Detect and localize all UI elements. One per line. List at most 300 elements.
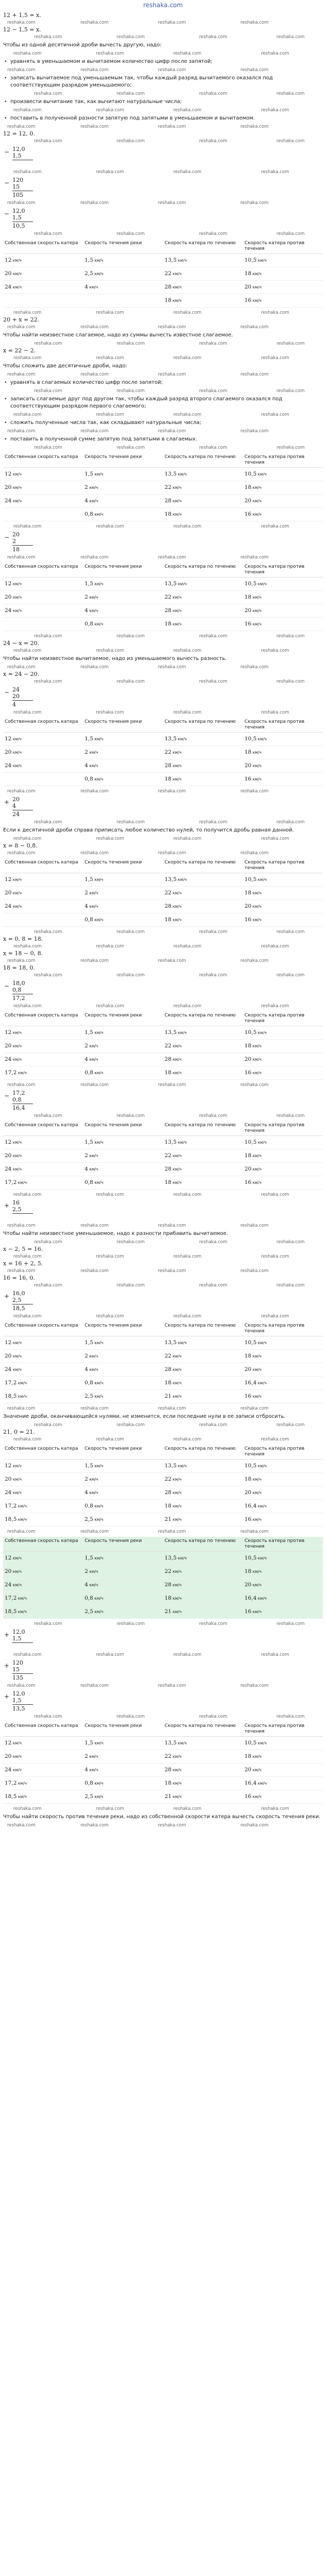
speed-table (3, 239, 323, 308)
unit-label: км/ч (17, 1180, 27, 1185)
speed-table-head (3, 1537, 323, 1552)
table-cell (83, 1149, 163, 1163)
table-cell (243, 1040, 323, 1053)
cell-value: 16 (244, 621, 252, 627)
table-row (3, 1750, 323, 1764)
unit-label: км/ч (171, 891, 182, 895)
table-cell (3, 1377, 83, 1390)
cell-value: 24 (5, 903, 12, 909)
unit-label: км/ч (251, 1394, 262, 1399)
watermark-text: reshaka.com (240, 1082, 269, 1088)
table-cell (243, 1777, 323, 1790)
rule-text: Значение дроби, оканчивающейся нулями, не изменится, если последние нули в ее записи отбросить. (3, 1414, 286, 1419)
watermark-text: reshaka.com (199, 1283, 227, 1288)
table-cell (83, 1500, 163, 1513)
watermark-text: reshaka.com (7, 1082, 36, 1088)
operand: 2 (12, 538, 16, 545)
cell-value: 12 (5, 1340, 12, 1346)
table-cell (83, 468, 163, 481)
table-cell (3, 900, 83, 913)
watermark-text: reshaka.com (80, 958, 109, 963)
watermark-text: reshaka.com (13, 524, 42, 529)
cell-value: 28 (165, 284, 172, 290)
unit-label: км/ч (11, 1140, 22, 1145)
watermark-row (3, 445, 323, 451)
table-cell (243, 281, 323, 294)
unit-label: км/ч (251, 1477, 262, 1482)
unit-label: км/ч (171, 1768, 182, 1772)
watermark-text: reshaka.com (261, 944, 289, 949)
watermark-text: reshaka.com (199, 1621, 227, 1626)
unit-label: км/ч (93, 1741, 104, 1745)
watermark-text: reshaka.com (13, 1652, 42, 1657)
step-text: сложить полученные числа так, как складывают натуральные числа; (10, 420, 202, 426)
site-logo-text[interactable]: reshaka.com (143, 2, 183, 9)
watermark-row (3, 679, 323, 685)
unit-label: км/ч (88, 1477, 99, 1482)
watermark-text: reshaka.com (96, 108, 124, 113)
watermark-row (3, 664, 323, 670)
operation-sign: − (4, 689, 10, 696)
unit-label: км/ч (171, 512, 182, 517)
unit-label: км/ч (251, 918, 262, 922)
cell-value: 12 (5, 736, 12, 742)
unit-label: км/ч (176, 472, 187, 477)
table-cell (243, 294, 323, 308)
cell-value: 2 (85, 890, 88, 896)
cell-value: 0,8 (85, 1503, 93, 1509)
table-cell (83, 887, 163, 900)
table-cell (83, 1513, 163, 1527)
unit-label: км/ч (256, 1781, 267, 1786)
unit-label: км/ч (11, 891, 22, 895)
cell-value: 20 (5, 270, 12, 277)
watermark-text: reshaka.com (240, 1529, 269, 1534)
table-cell (163, 1737, 243, 1750)
table-cell (163, 1053, 243, 1066)
math-expression: x = 8 − 0,8. (3, 842, 38, 849)
table-cell (3, 281, 83, 294)
column-header: Скорость катера по течению (163, 718, 243, 733)
unit-label: км/ч (11, 1569, 22, 1574)
column-calculation (3, 177, 323, 198)
cell-value: 22 (165, 1153, 172, 1159)
unit-label: км/ч (171, 1781, 182, 1786)
step-text: уравнять в слагаемых количество цифр после запятой; (10, 380, 163, 385)
cell-value: 10,5 (244, 257, 257, 263)
column-calculation (3, 1659, 323, 1681)
speed-table (3, 858, 323, 927)
watermark-row (3, 428, 323, 434)
cell-value: 24 (5, 498, 12, 504)
cell-value: 22 (165, 890, 172, 896)
column-header: Скорость катера против течения (243, 1445, 323, 1460)
cell-value: 24 (5, 1767, 12, 1773)
table-cell (163, 281, 243, 294)
unit-label: км/ч (171, 298, 182, 303)
table-cell (83, 267, 163, 281)
cell-value: 18 (244, 484, 252, 490)
watermark-text: reshaka.com (13, 310, 42, 315)
cell-value: 21 (165, 1793, 172, 1800)
speed-table-body (3, 1460, 323, 1527)
table-cell (163, 1176, 243, 1190)
table-cell (83, 1040, 163, 1053)
cell-value: 28 (165, 1166, 172, 1172)
watermark-text: reshaka.com (261, 310, 289, 315)
table-cell (83, 604, 163, 618)
table-cell (3, 578, 83, 591)
operand: 24 (12, 686, 20, 693)
step-bullet: • (4, 59, 7, 64)
watermark-row (3, 91, 323, 97)
table-row (3, 900, 323, 913)
unit-label: км/ч (251, 512, 262, 517)
watermark-text: reshaka.com (96, 170, 124, 175)
cell-value: 18 (244, 594, 252, 600)
unit-label: км/ч (171, 1180, 182, 1185)
cell-value: 10,5 (244, 736, 257, 742)
table-cell (3, 508, 83, 521)
unit-label: км/ч (88, 1354, 99, 1359)
watermark-text: reshaka.com (7, 1823, 36, 1828)
table-cell (3, 1750, 83, 1764)
cell-value: 18 (244, 270, 252, 277)
cell-value: 20 (5, 484, 12, 490)
speed-table (3, 1722, 323, 1804)
table-row (3, 1363, 323, 1377)
cell-value: 18 (165, 1780, 172, 1786)
cell-value: 17,2 (5, 1070, 17, 1076)
column-header: Собственная скорость катера (3, 858, 83, 873)
rule-text: Чтобы сложить две десятичные дроби, надо: (3, 363, 127, 369)
header-row (3, 718, 323, 733)
watermark-text: reshaka.com (80, 372, 109, 377)
result-line (12, 545, 33, 546)
site-logo[interactable] (0, 0, 326, 11)
column-header: Скорость катера по течению (163, 1445, 243, 1460)
unit-label: км/ч (251, 1490, 262, 1495)
watermark-text: reshaka.com (96, 1806, 124, 1811)
watermark-text: reshaka.com (240, 789, 269, 794)
cell-value: 2 (85, 1043, 88, 1049)
unit-label: км/ч (93, 1394, 104, 1399)
math-expression: 21, 0 = 21. (3, 1429, 35, 1435)
unit-label: км/ч (93, 1140, 104, 1145)
watermark-text: reshaka.com (173, 1314, 202, 1319)
table-cell (3, 481, 83, 495)
operand: 15 (12, 1666, 20, 1673)
cell-value: 20 (5, 749, 12, 755)
table-row (3, 591, 323, 604)
cell-value: 12 (5, 876, 12, 883)
table-row (3, 481, 323, 495)
unit-label: км/ч (171, 1044, 182, 1048)
result-line (12, 1704, 33, 1705)
cell-value: 28 (165, 1767, 172, 1773)
column-header: Собственная скорость катера (3, 1445, 83, 1460)
watermark-text: reshaka.com (276, 445, 305, 450)
table-cell (163, 1390, 243, 1403)
cell-value: 2,5 (85, 1793, 93, 1800)
table-cell (3, 913, 83, 927)
table-cell (83, 1777, 163, 1790)
cell-value: 18,5 (5, 1608, 17, 1615)
watermark-text: reshaka.com (173, 944, 202, 949)
cell-value: 1,5 (85, 1463, 93, 1469)
unit-label: км/ч (11, 485, 22, 490)
header-row (3, 1011, 323, 1026)
watermark-text: reshaka.com (199, 91, 227, 96)
unit-label: км/ч (93, 1030, 104, 1035)
unit-label: км/ч (256, 1464, 267, 1468)
cell-value: 20 (5, 1153, 12, 1159)
watermark-text: reshaka.com (158, 124, 186, 129)
watermark-text: reshaka.com (199, 35, 227, 40)
watermark-text: reshaka.com (7, 958, 36, 963)
watermark-text: reshaka.com (276, 973, 305, 978)
table-cell (163, 1066, 243, 1080)
watermark-text: reshaka.com (276, 91, 305, 96)
table-row (3, 281, 323, 294)
watermark-text: reshaka.com (199, 139, 227, 144)
cell-value: 2 (85, 1568, 88, 1574)
operand: 16 (12, 1199, 20, 1206)
cell-value: 4 (85, 1582, 88, 1588)
watermark-text: reshaka.com (80, 1223, 109, 1228)
watermark-text: reshaka.com (158, 67, 186, 73)
cell-value: 13,5 (165, 471, 177, 477)
watermark-row (3, 648, 323, 654)
step-bullet: • (4, 397, 7, 402)
table-cell (83, 591, 163, 604)
table-cell (83, 1565, 163, 1579)
speed-table-head (3, 718, 323, 733)
operand: 2,5 (12, 1297, 22, 1303)
math-expression: 12 − 1,5 = x. (3, 26, 41, 33)
table-cell (3, 1066, 83, 1080)
math-expression: 16 = 16, 0. (3, 1275, 35, 1281)
watermark-text: reshaka.com (80, 1406, 109, 1411)
result-line (12, 1642, 33, 1643)
watermark-text: reshaka.com (13, 1437, 42, 1442)
cell-value: 16 (244, 1070, 252, 1076)
column-header: Скорость катера против течения (243, 1011, 323, 1026)
rule-step (3, 434, 323, 445)
watermark-text: reshaka.com (158, 1406, 186, 1411)
unit-label: км/ч (171, 1569, 182, 1574)
unit-label: км/ч (171, 485, 182, 490)
watermark-row (3, 1313, 323, 1319)
table-cell (3, 1579, 83, 1592)
operand: 1,5 (12, 1635, 22, 1642)
table-row (3, 1149, 323, 1163)
watermark-row (3, 1806, 323, 1812)
watermark-text: reshaka.com (96, 355, 124, 361)
table-cell (3, 495, 83, 508)
cell-value: 4 (85, 762, 88, 769)
cell-value: 16 (244, 1608, 252, 1615)
unit-label: км/ч (251, 1768, 262, 1772)
table-cell (243, 1605, 323, 1619)
cell-value: 24 (5, 1366, 12, 1372)
table-cell (243, 733, 323, 746)
column-header: Скорость катера против течения (243, 1722, 323, 1737)
table-cell (163, 1473, 243, 1486)
table-cell (243, 1750, 323, 1764)
result: 105 (12, 192, 23, 198)
column-calculation (3, 146, 323, 167)
column-header: Скорость катера против течения (243, 1121, 323, 1136)
watermark-row (3, 1113, 323, 1119)
watermark-text: reshaka.com (96, 1314, 124, 1319)
unit-label: км/ч (11, 1341, 22, 1345)
unit-label: км/ч (17, 1596, 27, 1601)
watermark-text: reshaka.com (34, 231, 62, 236)
table-cell (163, 759, 243, 773)
watermark-text: reshaka.com (7, 325, 36, 330)
unit-label: км/ч (11, 1477, 22, 1482)
watermark-text: reshaka.com (7, 1406, 36, 1411)
watermark-text: reshaka.com (13, 1004, 42, 1009)
table-row (3, 508, 323, 521)
table-cell (3, 1350, 83, 1363)
table-cell (83, 1053, 163, 1066)
table-cell (243, 495, 323, 508)
watermark-text: reshaka.com (276, 1113, 305, 1118)
cell-value: 10,5 (244, 471, 257, 477)
table-row (3, 1040, 323, 1053)
table-row (3, 1136, 323, 1149)
watermark-row (3, 67, 323, 73)
column-header: Собственная скорость катера (3, 239, 83, 254)
speed-table-body (3, 1136, 323, 1190)
watermark-row (3, 943, 323, 950)
table-cell (163, 1790, 243, 1804)
watermark-row (3, 972, 323, 978)
watermark-row (3, 1436, 323, 1443)
result: 4 (12, 701, 16, 708)
table-row (3, 468, 323, 481)
watermark-text: reshaka.com (96, 648, 124, 653)
table-cell (163, 1163, 243, 1176)
table-cell (83, 578, 163, 591)
column-calculation (3, 1629, 323, 1650)
watermark-text: reshaka.com (7, 1223, 36, 1228)
unit-label: км/ч (171, 1504, 182, 1509)
step-bullet: • (4, 76, 7, 81)
table-cell (243, 1363, 323, 1377)
math-expression: 12 = 12, 0. (3, 130, 35, 137)
operation-sign: + (4, 1202, 10, 1209)
cell-value: 0,8 (85, 1070, 93, 1076)
speed-table-head (3, 453, 323, 468)
watermark-text: reshaka.com (117, 973, 145, 978)
watermark-row (3, 1405, 323, 1412)
speed-table-body (3, 733, 323, 786)
operation-sign: + (4, 1293, 10, 1300)
table-cell (243, 913, 323, 927)
cell-value: 12 (5, 257, 12, 263)
watermark-text: reshaka.com (240, 20, 269, 25)
table-cell (83, 1176, 163, 1190)
step-text: записать слагаемые друг под другом так, чтобы каждый разряд второго слагаемого оказался под соответствующим разрядом первого слагаемого; (10, 396, 283, 409)
operand: 0,8 (12, 1096, 22, 1103)
watermark-text: reshaka.com (117, 820, 145, 825)
unit-label: км/ч (251, 1754, 262, 1759)
watermark-text: reshaka.com (158, 372, 186, 377)
speed-table-body (3, 578, 323, 631)
unit-label: км/ч (11, 1754, 22, 1759)
operand: 0,8 (12, 987, 22, 993)
cell-value: 10,5 (244, 876, 257, 883)
cell-value: 16 (244, 511, 252, 517)
cell-value: 20 (244, 903, 252, 909)
unit-label: км/ч (11, 1768, 22, 1772)
cell-value: 17,2 (5, 1503, 17, 1509)
cell-value: 16,4 (244, 1503, 257, 1509)
unit-label: км/ч (251, 485, 262, 490)
watermark-row (3, 819, 323, 825)
unit-label: км/ч (17, 1794, 27, 1799)
header-row (3, 858, 323, 873)
unit-label: км/ч (93, 1504, 104, 1509)
cell-value: 2 (85, 1153, 88, 1159)
watermark-text: reshaka.com (199, 679, 227, 684)
unit-label: км/ч (93, 272, 104, 276)
table-cell (83, 759, 163, 773)
cell-value: 22 (165, 1753, 172, 1759)
cell-value: 18 (165, 917, 172, 923)
watermark-text: reshaka.com (199, 341, 227, 346)
watermark-text: reshaka.com (117, 445, 145, 450)
unit-label: км/ч (11, 1464, 22, 1468)
table-cell (3, 468, 83, 481)
cell-value: 18,5 (5, 1793, 17, 1800)
rule-step (3, 73, 323, 91)
operation-sign: − (4, 982, 10, 990)
operation-sign: − (4, 179, 10, 187)
cell-value: 4 (85, 284, 88, 290)
unit-label: км/ч (93, 1596, 104, 1601)
watermark-text: reshaka.com (96, 1004, 124, 1009)
cell-value: 0,8 (85, 1780, 93, 1786)
watermark-text: reshaka.com (80, 20, 109, 25)
column-header: Скорость течения реки (83, 718, 163, 733)
table-cell (3, 267, 83, 281)
watermark-text: reshaka.com (13, 170, 42, 175)
table-row (3, 1565, 323, 1579)
cell-value: 12 (5, 1555, 12, 1561)
cell-value: 20 (244, 1056, 252, 1062)
table-row (3, 1513, 323, 1527)
watermark-row (3, 310, 323, 316)
speed-table-head (3, 1722, 323, 1737)
unit-label: км/ч (171, 499, 182, 503)
unit-label: км/ч (171, 285, 182, 290)
table-cell (83, 1460, 163, 1473)
watermark-text: reshaka.com (80, 429, 109, 434)
watermark-row (3, 1239, 323, 1245)
watermark-text: reshaka.com (34, 1240, 62, 1245)
speed-table-head (3, 1011, 323, 1026)
table-row (3, 733, 323, 746)
table-cell (83, 1136, 163, 1149)
watermark-text: reshaka.com (117, 1283, 145, 1288)
unit-label: км/ч (251, 1180, 262, 1185)
table-cell (243, 618, 323, 631)
watermark-text: reshaka.com (117, 1113, 145, 1118)
